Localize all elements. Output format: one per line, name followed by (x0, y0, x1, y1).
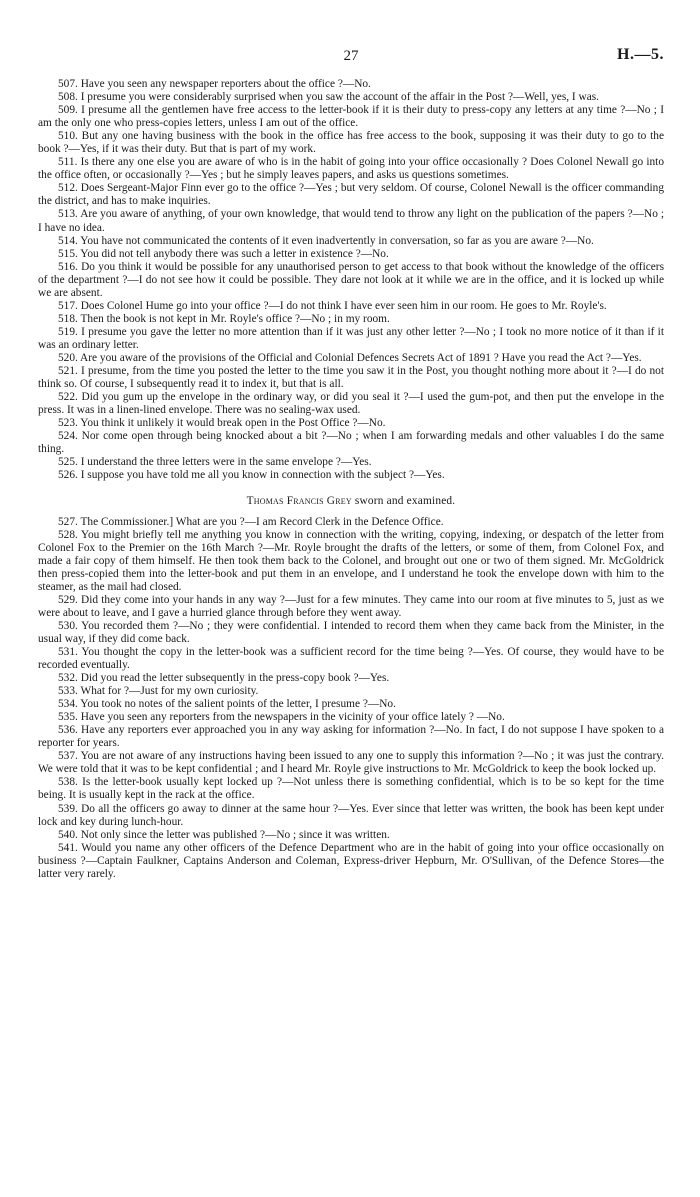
question-532: 532. Did you read the letter subsequently in the press-copy book ?—Yes. (58, 672, 390, 685)
question-510: 510. But any one having business with the book in the office has free access to the book, supposing it was their duty to go to the book ?—Yes, if it was their duty. But that is part of my work. (38, 130, 664, 156)
question-529: 529. Did they come into your hands in any way ?—Just for a few minutes. They came into our room at five minutes to 5, just as we were about to leave, and I gave a hurried glance through before they went away. (38, 593, 664, 619)
document-page (38, 40, 664, 881)
question-522: 522. Did you gum up the envelope in the ordinary way, or did you seal it ?—I used the gum-pot, and then put the envelope in the press. It was in a linen-lined envelope. There was no sealing-wax used. (38, 391, 664, 417)
question-518: 518. Then the book is not kept in Mr. Royle's office ?—No ; in my room. (58, 312, 390, 325)
question-538: 538. Is the letter-book usually kept locked up ?—Not unless there is something confidential, which is to be so kept for the time being. It is usually kept in the rack at the office. (38, 776, 664, 802)
question-507: 507. Have you seen any newspaper reporters about the office ?—No. (58, 78, 371, 90)
question-515: 515. You did not tell anybody there was such a letter in existence ?—No. (58, 247, 389, 260)
question-517: 517. Does Colonel Hume go into your office ?—I do not think I have ever seen him in our room. He goes to Mr. Royle's. (58, 299, 607, 312)
question-536: 536. Have any reporters ever approached you in any way asking for information ?—No. In fact, I do not suppose I have spoken to a reporter for years. (38, 724, 664, 750)
testimony-part-2 (38, 516, 664, 881)
question-508: 508. I presume you were considerably surprised when you saw the account of the affair in the Post ?—Well, yes, I was. (58, 91, 600, 104)
question-525: 525. I understand the three letters were in the same envelope ?—Yes. (58, 456, 372, 469)
question-512: 512. Does Sergeant-Major Finn ever go to the office ?—Yes ; but very seldom. Of course, Colonel Newall is the officer commanding the district, and has to make inquiries. (38, 182, 664, 208)
testimony-body (38, 78, 664, 881)
question-526: 526. I suppose you have told me all you know in connection with the subject ?—Yes. (58, 469, 445, 482)
question-527: 527. The Commissioner.] What are you ?—I am Record Clerk in the Defence Office. (58, 515, 444, 528)
question-537: 537. You are not aware of any instructions having been issued to any one to supply this information ?—No ; it was just the contrary. We were told that it was to be kept confidential ; and I heard Mr. Royle give instructions to Mr. McGoldrick to keep the book locked up. (38, 750, 664, 776)
question-534: 534. You took no notes of the salient points of the letter, I presume ?—No. (58, 698, 396, 711)
question-521: 521. I presume, from the time you posted the letter to the time you saw it in the Post, you thought nothing more about it ?—I do not think so. Of course, I subsequently read it to index it, but that is all. (38, 365, 664, 391)
question-533: 533. What for ?—Just for my own curiosity. (58, 685, 259, 698)
question-516: 516. Do you think it would be possible for any unauthorised person to get access to that book without the knowledge of the officers of the department ?—I do not see how it could be possible. They dare not look at it while we are in the office, and it is locked up while we are absent. (38, 260, 664, 299)
question-539: 539. Do all the officers go away to dinner at the same hour ?—Yes. Ever since that letter was written, the book has been kept under lock and key during lunch-hour. (38, 802, 664, 828)
question-509: 509. I presume all the gentlemen have free access to the letter-book if it is their duty to press-copy any letters at any time ?—No ; I am the only one who press-copies letters, unless I am out of the office. (38, 104, 664, 130)
question-519: 519. I presume you gave the letter no more attention than if it was just any other letter ?—No ; I took no more notice of it than if it was an ordinary letter. (38, 325, 664, 351)
question-513: 513. Are you aware of anything, of your own knowledge, that would tend to throw any light on the publication of the papers ?—No ; I have no idea. (38, 208, 664, 234)
page-number: 27 (343, 48, 359, 64)
document-reference: H.—5. (617, 46, 664, 63)
question-528: 528. You might briefly tell me anything you know in connection with the writing, copying, indexing, or despatch of the letter from Colonel Fox to the Premier on the 16th March ?—Mr. Royle brought the drafts of the letters, or some of them, from Colonel Fox, and made a fair copy of them himself. He then took them back to the Colonel, and brought out one or two of them signed. Mr. McGoldrick then press-copied them into the letter-book and put them in an envelope, and I understand he took the envelope down with him to the steamer, as the mail had closed. (38, 528, 664, 593)
question-535: 535. Have you seen any reporters from the newspapers in the vicinity of your office lately ? —No. (58, 711, 505, 724)
question-520: 520. Are you aware of the provisions of the Official and Colonial Defences Secrets Act of 1891 ? Have you read the Act ?—Yes. (58, 351, 642, 364)
question-531: 531. You thought the copy in the letter-book was a sufficient record for the time being ?—Yes. Of course, they would have to be recorded eventually. (38, 645, 664, 672)
page-header (38, 40, 664, 76)
question-530: 530. You recorded them ?—No ; they were confidential. I intended to record them when they came back from the Minister, in the usual way, if they did come back. (38, 619, 664, 645)
witness-heading-rest: sworn and examined. (351, 495, 456, 508)
question-541: 541. Would you name any other officers of the Defence Department who are in the habit of going into your office occasionally on business ?—Captain Faulkner, Captains Anderson and Coleman, Express-driver Hepburn, Mr. O'Sullivan, of the Defence Stores—the latter very rarely. (38, 841, 664, 880)
question-511: 511. Is there any one else you are aware of who is in the habit of going into your office occasionally ? Does Colonel Newall go into the office often, or occasionally ?—Yes ; but he simply leaves papers, and asks us questions sometimes. (38, 156, 664, 182)
question-540: 540. Not only since the letter was published ?—No ; since it was written. (58, 828, 390, 841)
question-524: 524. Nor come open through being knocked about a bit ?—No ; when I am forwarding medals and other valuables I do the same thing. (38, 430, 664, 456)
testimony-part-1 (38, 78, 664, 482)
witness-name: Thomas Francis Grey (246, 495, 352, 508)
question-514: 514. You have not communicated the contents of it even inadvertently in conversation, so far as you are aware ?—No. (58, 234, 594, 247)
question-523: 523. You think it unlikely it would break open in the Post Office ?—No. (58, 417, 386, 430)
witness-heading (38, 495, 664, 508)
